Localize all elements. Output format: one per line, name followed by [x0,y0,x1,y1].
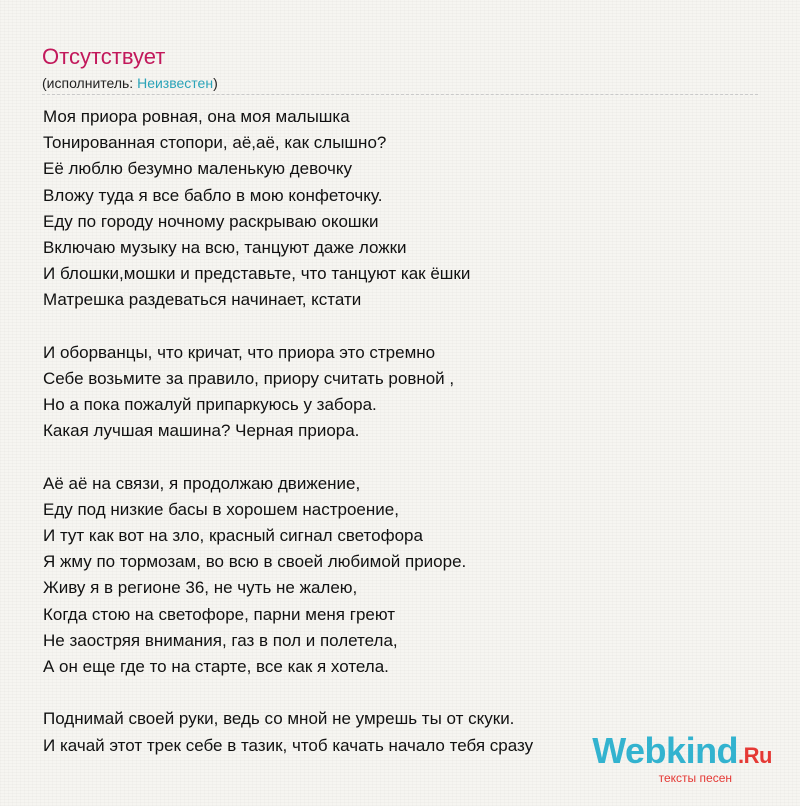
stanza-gap [43,680,763,706]
lyric-line: И оборванцы, что кричат, что приора это стремно [43,342,436,362]
lyric-line: Аё аё на связи, я продолжаю движение, [43,473,361,493]
lyrics-body [43,104,763,759]
lyric-line: Я жму по тормозам, во всю в своей любимой приоре. [43,552,467,572]
lyric-line: Матрешка раздеваться начинает, кстати [43,290,362,310]
lyric-line: Живу я в регионе 36, не чуть не жалею, [43,578,358,598]
lyric-line: Включаю музыку на всю, танцуют даже ложки [43,237,407,257]
lyric-line: Но а пока пожалуй припаркуюсь у забора. [43,395,377,415]
lyric-line: Еду под низкие басы в хорошем настроение, [43,499,399,519]
watermark-tagline: тексты песен [658,771,732,785]
stanza-gap [43,444,763,470]
stanza-gap [43,314,763,340]
watermark-tld: .Ru [738,743,772,768]
artist-prefix: (исполнитель: [42,75,138,91]
lyric-line: Когда стою на светофоре, парни меня греют [43,604,396,624]
header-divider [42,94,758,95]
artist-line [42,74,758,92]
lyric-line: Её люблю безумно маленькую девочку [43,159,352,179]
lyric-line: И тут как вот на зло, красный сигнал светофора [43,526,423,545]
lyric-line: А он еще где то на старте, все как я хотела. [43,656,389,676]
watermark-brand: Webkind [592,730,739,771]
lyric-line: И качай этот трек себе в тазик, чтоб качать начало тебя сразу [43,735,534,755]
lyric-line: Не заостряя внимания, газ в пол и полетела, [43,630,398,650]
lyric-line: И блошки,мошки и представьте, что танцуют как ёшки [43,264,471,284]
lyric-line: Еду по городу ночному раскрываю окошки [43,211,379,231]
lyric-line: Вложу туда я все бабло в мою конфеточку. [43,185,383,205]
lyric-line: Моя приора ровная, она моя малышка [43,107,350,126]
lyric-line: Какая лучшая машина? Черная приора. [43,421,360,441]
song-header [42,44,758,92]
lyric-line: Себе возьмите за правило, приору считать ровной , [43,368,455,388]
artist-suffix: ) [213,75,218,91]
song-title: Отсутствует [42,44,166,69]
artist-link[interactable]: Неизвестен [137,75,214,91]
lyric-line: Поднимай своей руки, ведь со мной не умрешь ты от скуки. [43,709,515,729]
lyric-line: Тонированная стопори, аё,аё, как слышно? [43,133,387,153]
